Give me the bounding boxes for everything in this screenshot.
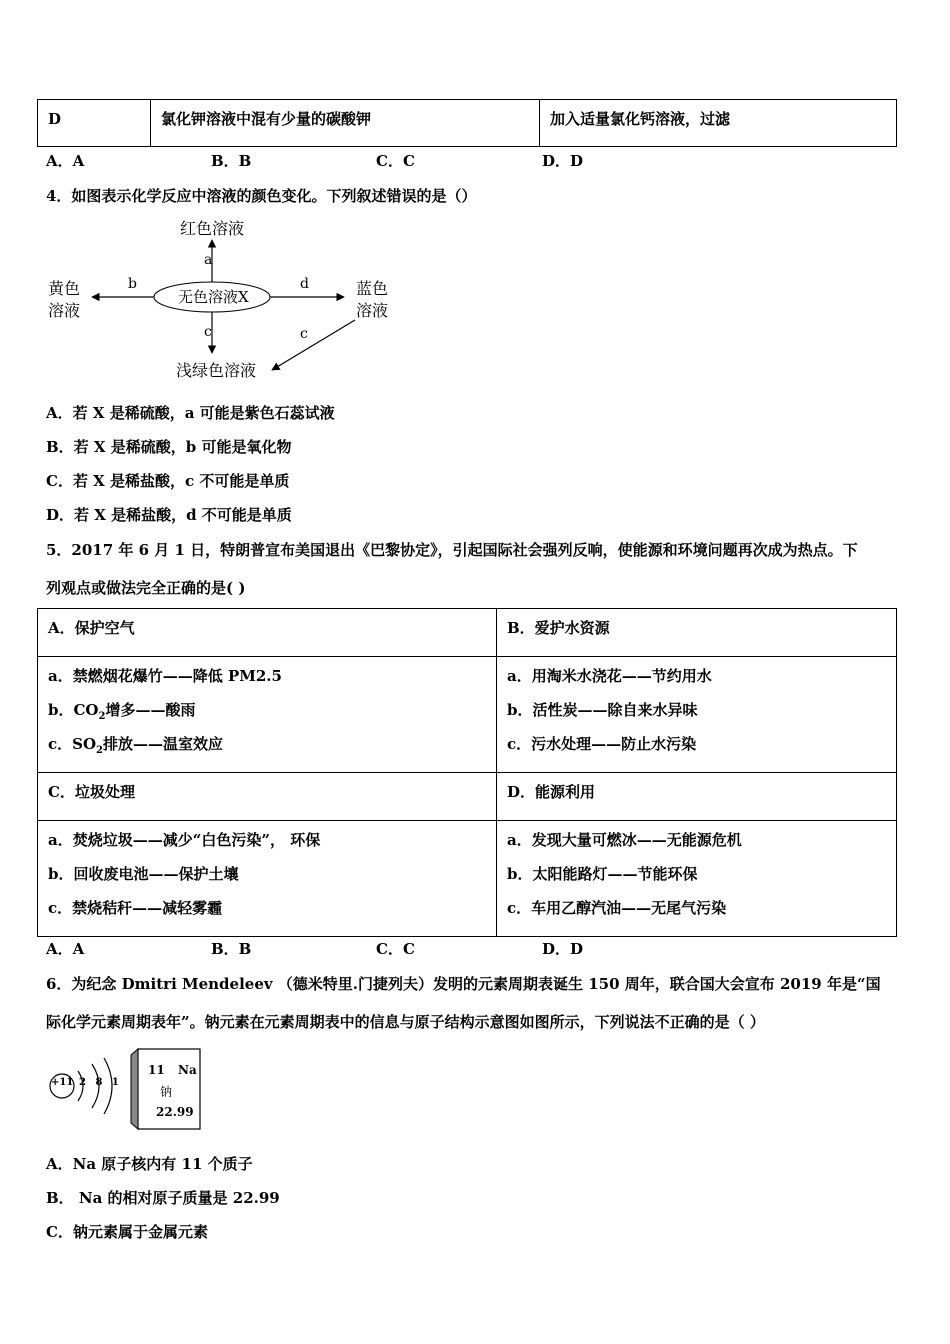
q5-d-item: b．太阳能路灯——节能环保 <box>507 865 698 883</box>
q3-option-b[interactable]: B．B <box>211 152 252 170</box>
diagram-label-b: b <box>128 276 137 292</box>
q4-option-d[interactable]: D．若 X 是稀盐酸，d 不可能是单质 <box>46 506 292 524</box>
q4-stem: 4．如图表示化学反应中溶液的颜色变化。下列叙述错误的是（） <box>46 187 477 205</box>
q5-b-item: a．用淘米水浇花——节约用水 <box>507 667 712 685</box>
element-number: 11 <box>148 1063 165 1077</box>
q5-a-item: c．$SO_2$排放——温室效应 <box>48 735 224 756</box>
q3-option-d[interactable]: D．D <box>542 152 584 170</box>
q5-cell-c-items <box>38 821 497 937</box>
q3-option-a[interactable]: A．A <box>46 152 85 170</box>
q5-cell-a-head: A．保护空气 <box>38 609 497 657</box>
q5-a-item: a．禁燃烟花爆竹——降低 PM2.5 <box>48 667 282 685</box>
na-atom-diagram <box>48 1046 122 1126</box>
arrow-c2 <box>272 320 355 370</box>
q6-option-b[interactable]: B． Na 的相对原子质量是 22.99 <box>46 1189 280 1207</box>
diagram-top: 红色溶液 <box>180 219 245 238</box>
q4-option-a[interactable]: A．若 X 是稀硫酸，a 可能是紫色石蕊试液 <box>46 404 335 422</box>
q3-option-c[interactable]: C．C <box>376 152 415 170</box>
q3-options <box>46 150 666 172</box>
diagram-label-a: a <box>204 252 213 268</box>
row-d-method: 加入适量氯化钙溶液，过滤 <box>540 100 897 147</box>
q5-c-item: a．焚烧垃圾——减少“白色污染”， 环保 <box>48 831 321 849</box>
q6-stem-line2: 际化学元素周期表年”。钠元素在元素周期表中的信息与原子结构示意图如图所示，下列说法不正确的是（ ） <box>46 1013 765 1031</box>
row-d-label: D <box>38 100 151 147</box>
q5-options <box>46 938 666 960</box>
element-symbol: Na <box>178 1063 197 1077</box>
q5-a-item: b．$CO_2$增多——酸雨 <box>48 701 196 722</box>
q5-cell-b-items <box>497 657 897 773</box>
atom-shell-electrons: 2 8 1 <box>79 1077 122 1088</box>
q5-d-item: c．车用乙醇汽油——无尾气污染 <box>507 899 727 917</box>
q5-cell-c-head: C．垃圾处理 <box>38 773 497 821</box>
row-d-description: 氯化钾溶液中混有少量的碳酸钾 <box>151 100 540 147</box>
q4-diagram <box>40 210 410 385</box>
q4-option-c[interactable]: C．若 X 是稀盐酸，c 不可能是单质 <box>46 472 290 490</box>
q5-cell-d-items <box>497 821 897 937</box>
q5-b-item: c．污水处理——防止水污染 <box>507 735 697 753</box>
diagram-right-2: 溶液 <box>356 301 389 320</box>
q5-cell-b-head: B．爱护水资源 <box>497 609 897 657</box>
q5-cell-d-head: D．能源利用 <box>497 773 897 821</box>
q5-stem-line1: 5．2017 年 6 月 1 日，特朗普宣布美国退出《巴黎协定》，引起国际社会强列反响，使能源和环境问题再次成为热点。下 <box>46 541 858 559</box>
q5-table <box>37 608 897 937</box>
q5-d-item: a．发现大量可燃冰——无能源危机 <box>507 831 742 849</box>
diagram-label-d: d <box>300 276 309 292</box>
q3-table-row-d <box>37 99 897 147</box>
q5-stem-line2: 列观点或做法完全正确的是( ) <box>46 579 246 597</box>
q5-c-item: c．禁烧秸秆——减轻雾霾 <box>48 899 223 917</box>
diagram-left-2: 溶液 <box>48 301 81 320</box>
diagram-label-c2: c <box>300 326 308 342</box>
q5-c-item: b．回收废电池——保护土壤 <box>48 865 239 883</box>
q5-option-b[interactable]: B．B <box>211 940 252 958</box>
diagram-left-1: 黄色 <box>48 279 81 298</box>
diagram-bottom: 浅绿色溶液 <box>176 361 257 380</box>
q5-option-c[interactable]: C．C <box>376 940 415 958</box>
diagram-right-1: 蓝色 <box>356 279 389 298</box>
q6-stem-line1: 6．为纪念 Dmitri Mendeleev （德米特里.门捷列夫）发明的元素周期表诞生 150 周年，联合国大会宣布 2019 年是“国 <box>46 975 881 993</box>
q4-option-b[interactable]: B．若 X 是稀硫酸，b 可能是氧化物 <box>46 438 292 456</box>
q6-option-a[interactable]: A．Na 原子核内有 11 个质子 <box>46 1155 253 1173</box>
q6-option-c[interactable]: C．钠元素属于金属元素 <box>46 1223 208 1241</box>
atom-nucleus: +11 <box>51 1077 74 1088</box>
na-element-card <box>130 1047 202 1131</box>
q5-b-item: b．活性炭——除自来水异味 <box>507 701 698 719</box>
diagram-center: 无色溶液X <box>178 288 249 306</box>
q5-cell-a-items <box>38 657 497 773</box>
element-mass: 22.99 <box>156 1105 194 1119</box>
q5-option-d[interactable]: D．D <box>542 940 584 958</box>
diagram-label-c: c <box>204 324 212 340</box>
q5-option-a[interactable]: A．A <box>46 940 85 958</box>
element-name: 钠 <box>160 1085 173 1099</box>
